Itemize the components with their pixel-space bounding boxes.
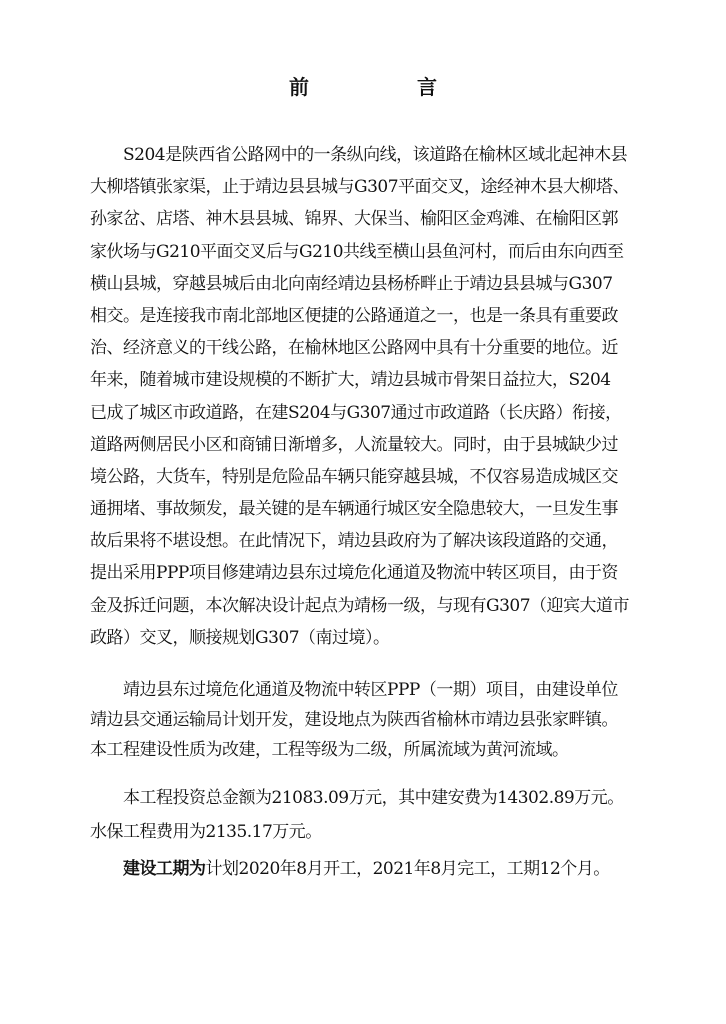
text-line: 通拥堵、事故频发，最关键的是车辆通行城区安全隐患较大，一旦发生事 <box>90 499 618 520</box>
text-line: 已成了城区市政道路，在建S204与G307通过市政道路（长庆路）衔接， <box>90 402 622 423</box>
text-line: 靖边县东过境危化通道及物流中转区PPP（一期）项目，由建设单位 <box>123 680 618 700</box>
text-line: 提出采用PPP项目修建靖边县东过境危化通道及物流中转区项目，由于资 <box>90 563 618 584</box>
schedule-text: 计划2020年8月开工，2021年8月完工，工期12个月。 <box>205 859 610 879</box>
text-line: 家伙场与G210平面交叉后与G210共线至横山县鱼河村，而后由东向西至 <box>90 241 624 262</box>
text-line: 水保工程费用为2135.17万元。 <box>90 822 322 842</box>
text-line: 故后果将不堪设想。在此情况下，靖边县政府为了解决该段道路的交通， <box>90 531 618 552</box>
schedule-label: 建设工期为 <box>123 859 206 879</box>
text-line: 相交。是连接我市南北部地区便捷的公路通道之一，也是一条具有重要政 <box>90 305 618 326</box>
page-title: 前 言 <box>289 75 481 99</box>
paragraph-schedule <box>90 853 650 885</box>
text-line: 大柳塔镇张家渠，止于靖边县县城与G307平面交叉，途经神木县大柳塔、 <box>90 177 630 198</box>
text-line: 年来，随着城市建设规模的不断扩大，靖边县城市骨架日益拉大，S204 <box>90 370 611 391</box>
text-line: 本工程投资总金额为21083.09万元，其中建安费为14302.89万元。 <box>123 788 624 808</box>
text-line: 本工程建设性质为改建，工程等级为二级，所属流域为黄河流域。 <box>90 740 569 760</box>
text-line: 政路）交叉，顺接规划G307（南过境）。 <box>90 627 390 648</box>
text-line: 横山县城，穿越县城后由北向南经靖边县杨桥畔止于靖边县县城与G307 <box>90 273 613 294</box>
text-line: 境公路，大货车，特别是危险品车辆只能穿越县城，不仅容易造成城区交 <box>90 466 618 487</box>
text-line <box>90 853 650 885</box>
paragraph-investment <box>90 781 650 849</box>
text-line: 治、经济意义的干线公路，在榆林地区公路网中具有十分重要的地位。近 <box>90 338 618 359</box>
paragraph-project-info <box>90 675 650 765</box>
text-line: 孙家岔、店塔、神木县县城、锦界、大保当、榆阳区金鸡滩、在榆阳区郭 <box>90 209 618 230</box>
text-line: 靖边县交通运输局计划开发，建设地点为陕西省榆林市靖边县张家畔镇。 <box>90 710 618 730</box>
paragraph-route-description <box>90 139 650 654</box>
text-line: S204是陕西省公路网中的一条纵向线，该道路在榆林区域北起神木县 <box>123 145 628 165</box>
text-line: 金及拆迁问题，本次解决设计起点为靖杨一级，与现有G307（迎宾大道市 <box>90 595 630 616</box>
text-line: 道路两侧居民小区和商铺日渐增多，人流量较大。同时，由于县城缺少过 <box>90 434 618 455</box>
